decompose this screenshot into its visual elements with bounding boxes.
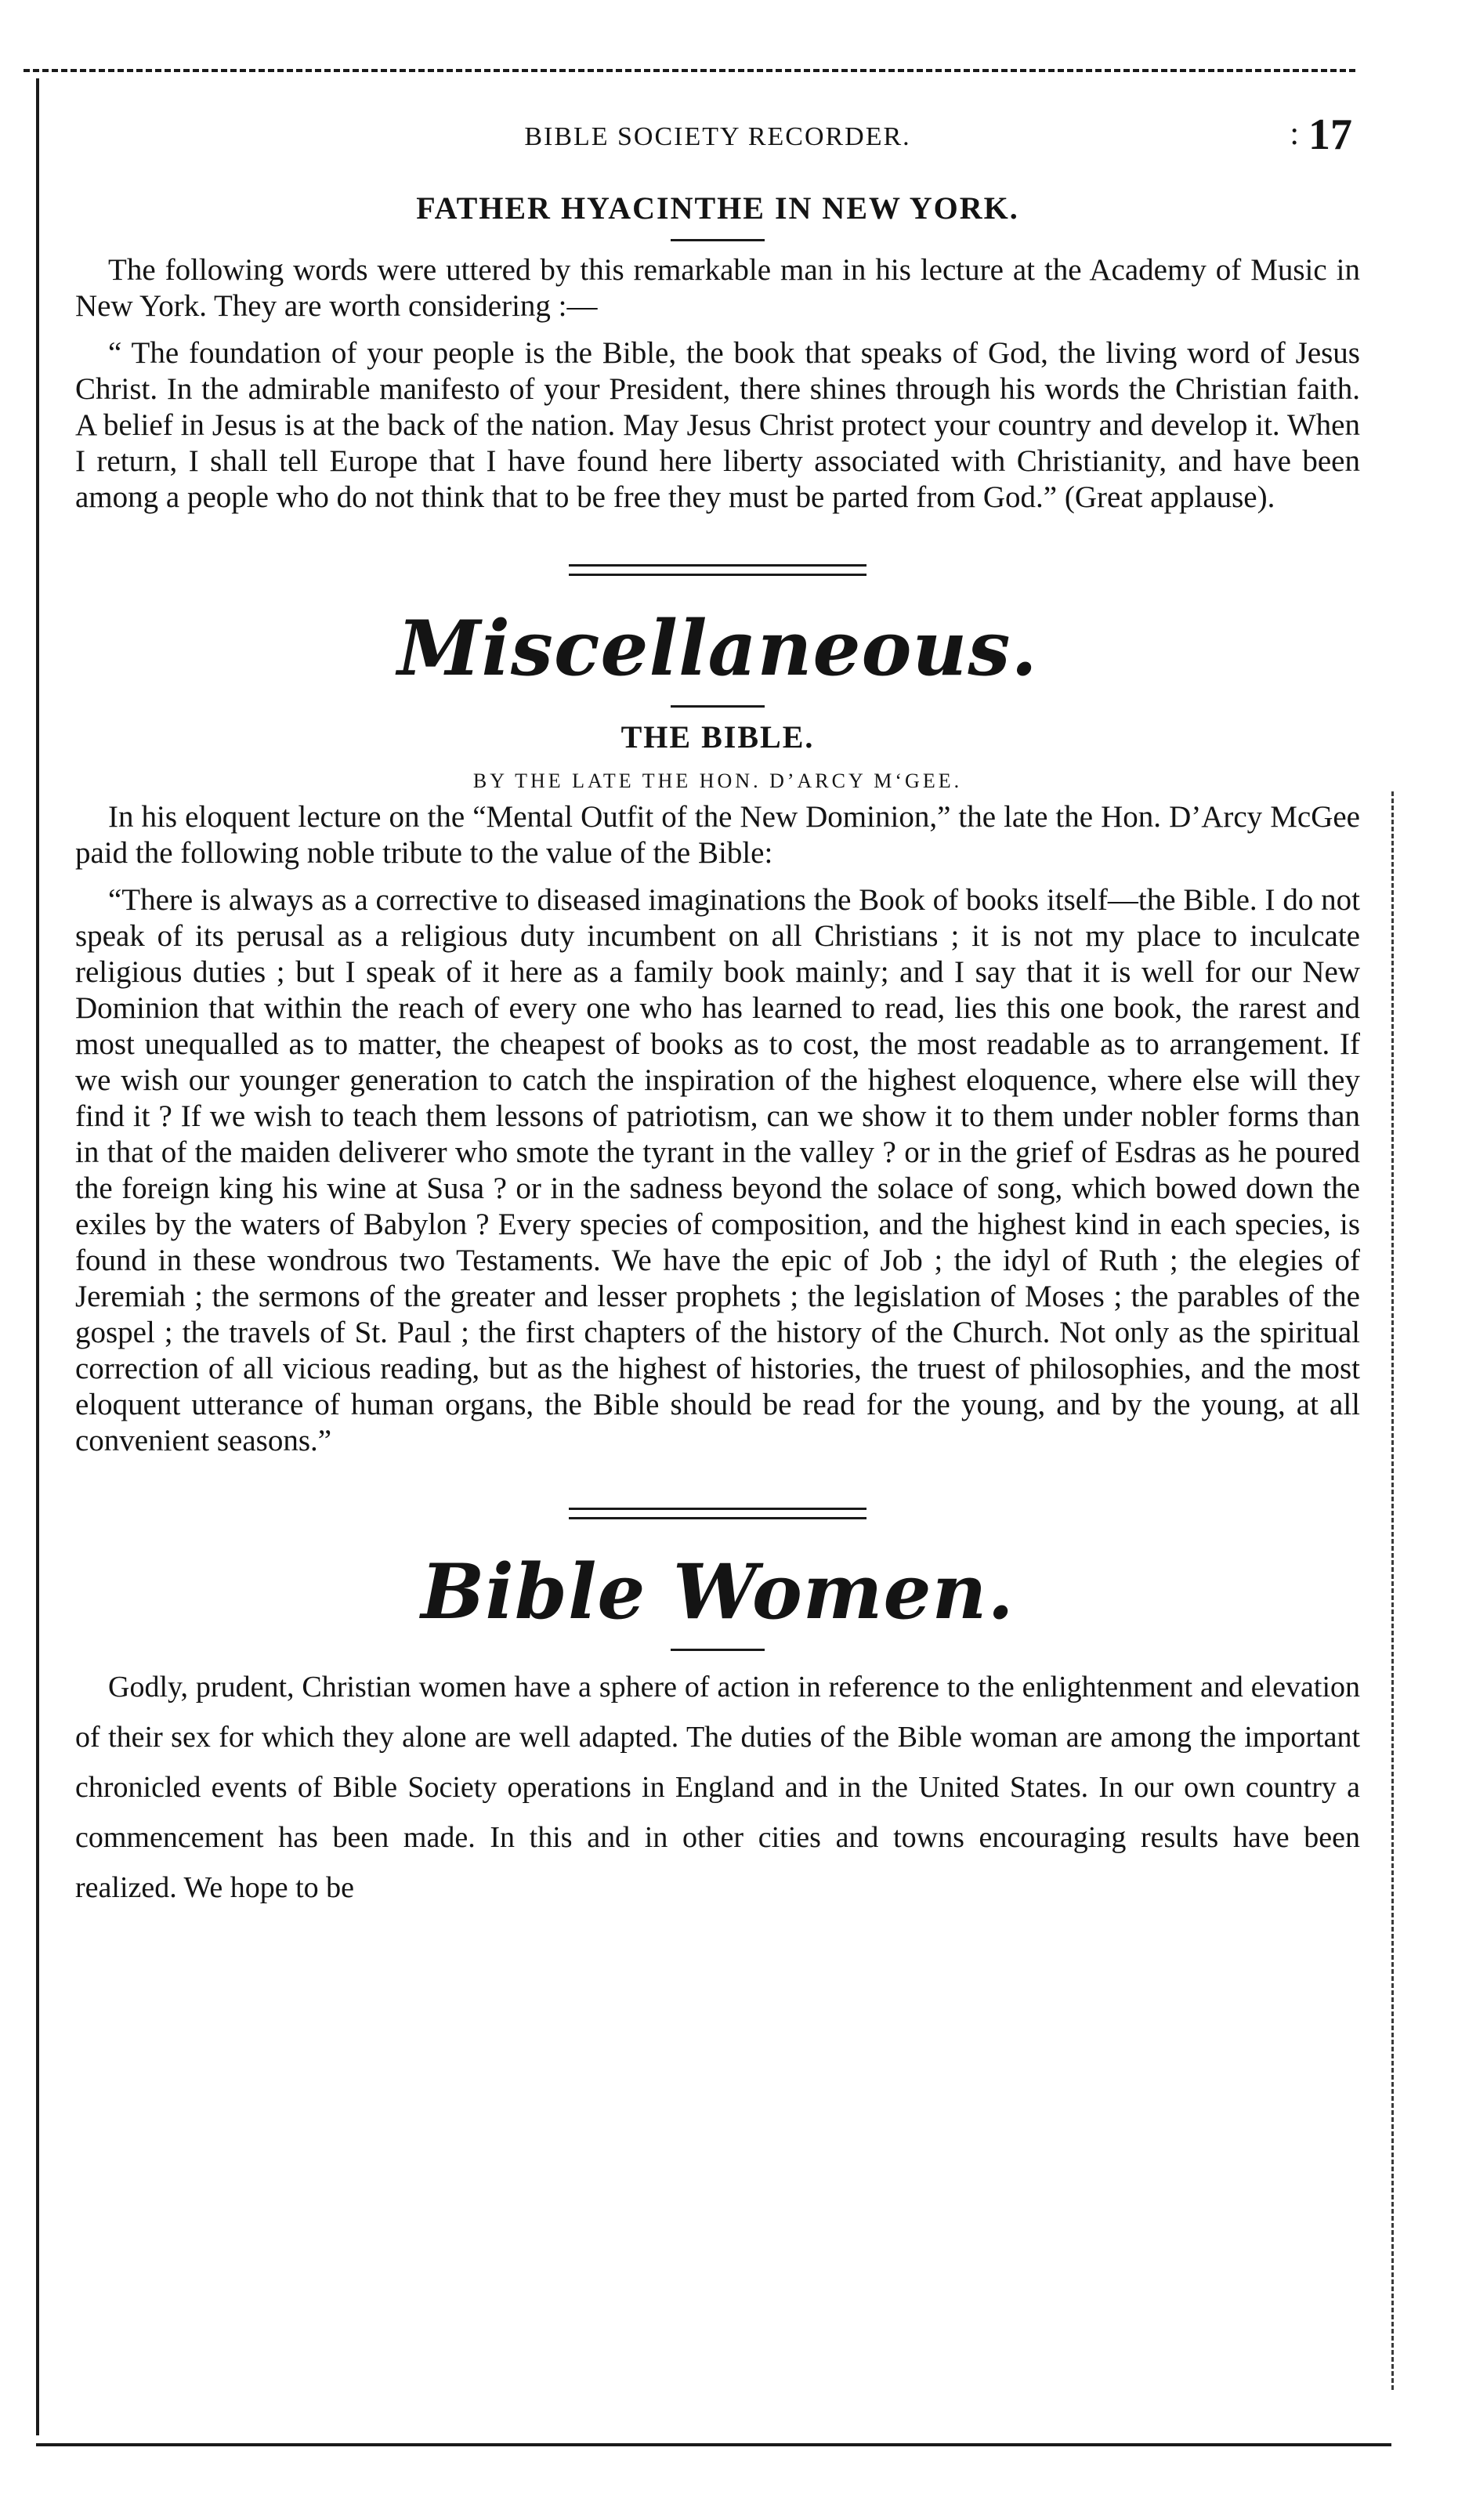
page-content xyxy=(75,110,1360,1913)
left-border-rule xyxy=(36,78,39,2435)
hyacinthe-title: FATHER HYACINTHE IN NEW YORK. xyxy=(416,190,1019,226)
running-head xyxy=(75,110,1360,179)
right-border-rule xyxy=(1391,791,1394,2390)
hyacinthe-article xyxy=(75,190,1360,516)
section-divider xyxy=(569,1508,866,1519)
page-number: : 17 xyxy=(1290,110,1352,160)
bible-women-section xyxy=(75,1548,1360,1913)
top-border-rule xyxy=(24,69,1355,72)
bible-subtitle: THE BIBLE. xyxy=(620,719,815,755)
mcgee-quote: “There is always as a corrective to diseased imaginations the Book of books itself—the Bible. I do not speak of its perusal as a religious duty incumbent on all Christians ; it is not my place to inculcate religious duties ; but I speak of it here as a family book mainly; and I say that it is well for our New Dominion that within the reach of every one who has learned to read, lies this one book, the rarest and most unequalled as to matter, the cheapest of books as to cost, the most readable as to arrangement. If we wish our younger generation to catch the inspiration of the highest eloquence, where else will they find it ? If we wish to teach them lessons of patriotism, can we show it to them under nobler forms than in that of the maiden deliverer who smote the tyrant in the valley ? or in the grief of Esdras as he poured the foreign king his wine at Susa ? or in the sadness beyond the solace of song, which bowed down the exiles by the waters of Babylon ? Every species of composition, and the highest kind in each species, is found in these wondrous two Testaments. We have the epic of Job ; the idyl of Ruth ; the elegies of Jeremiah ; the sermons of the greater and lesser prophets ; the legislation of Moses ; the parables of the gospel ; the travels of St. Paul ; the first chapters of the history of the Church. Not only as the spiritual correction of all vicious reading, but as the highest of histories, the truest of philosophies, and the most eloquent utterance of human organs, the Bible should be read for the young, and by the young, at all convenient seasons.” xyxy=(75,883,1360,1457)
bible-women-heading: Bible Women. xyxy=(421,1548,1015,1636)
miscellaneous-section xyxy=(75,604,1360,1459)
section-divider xyxy=(569,564,866,576)
bottom-border-rule xyxy=(36,2443,1391,2446)
hyacinthe-intro: The following words were uttered by this remarkable man in his lecture at the Academy of Music in New York. They are worth considering :— xyxy=(75,253,1360,323)
running-title: BIBLE SOCIETY RECORDER. xyxy=(524,122,911,151)
hyacinthe-quote: “ The foundation of your people is the Bible, the book that speaks of God, the living word of Jesus Christ. In the admirable manifesto of your President, there shines through his words the Christian faith. A belief in Jesus is at the back of the nation. May Jesus Christ protect your country and develop it. When I return, I shall tell Europe that I have found here liberty associated with Christianity, and have been among a people who do not think that to be free they must be parted from God.” (Great applause). xyxy=(75,336,1360,514)
mcgee-intro: In his eloquent lecture on the “Mental Outfit of the New Dominion,” the late the Hon. D’Arcy McGee paid the following noble tribute to the value of the Bible: xyxy=(75,800,1360,870)
heading-rule xyxy=(671,705,765,708)
bible-women-body: Godly, prudent, Christian women have a sphere of action in reference to the enlightenment and elevation of their sex for which they alone are well adapted. The duties of the Bible woman are among the important chronicled events of Bible Society operations in England and in the United States. In our own country a commencement has been made. In this and in other cities and towns encouraging results have been realized. We hope to be xyxy=(75,1671,1360,1904)
title-rule xyxy=(671,239,765,241)
miscellaneous-heading: Miscellaneous. xyxy=(397,604,1038,693)
byline: BY THE LATE THE HON. D’ARCY M‘GEE. xyxy=(472,769,963,792)
heading-rule xyxy=(671,1649,765,1651)
